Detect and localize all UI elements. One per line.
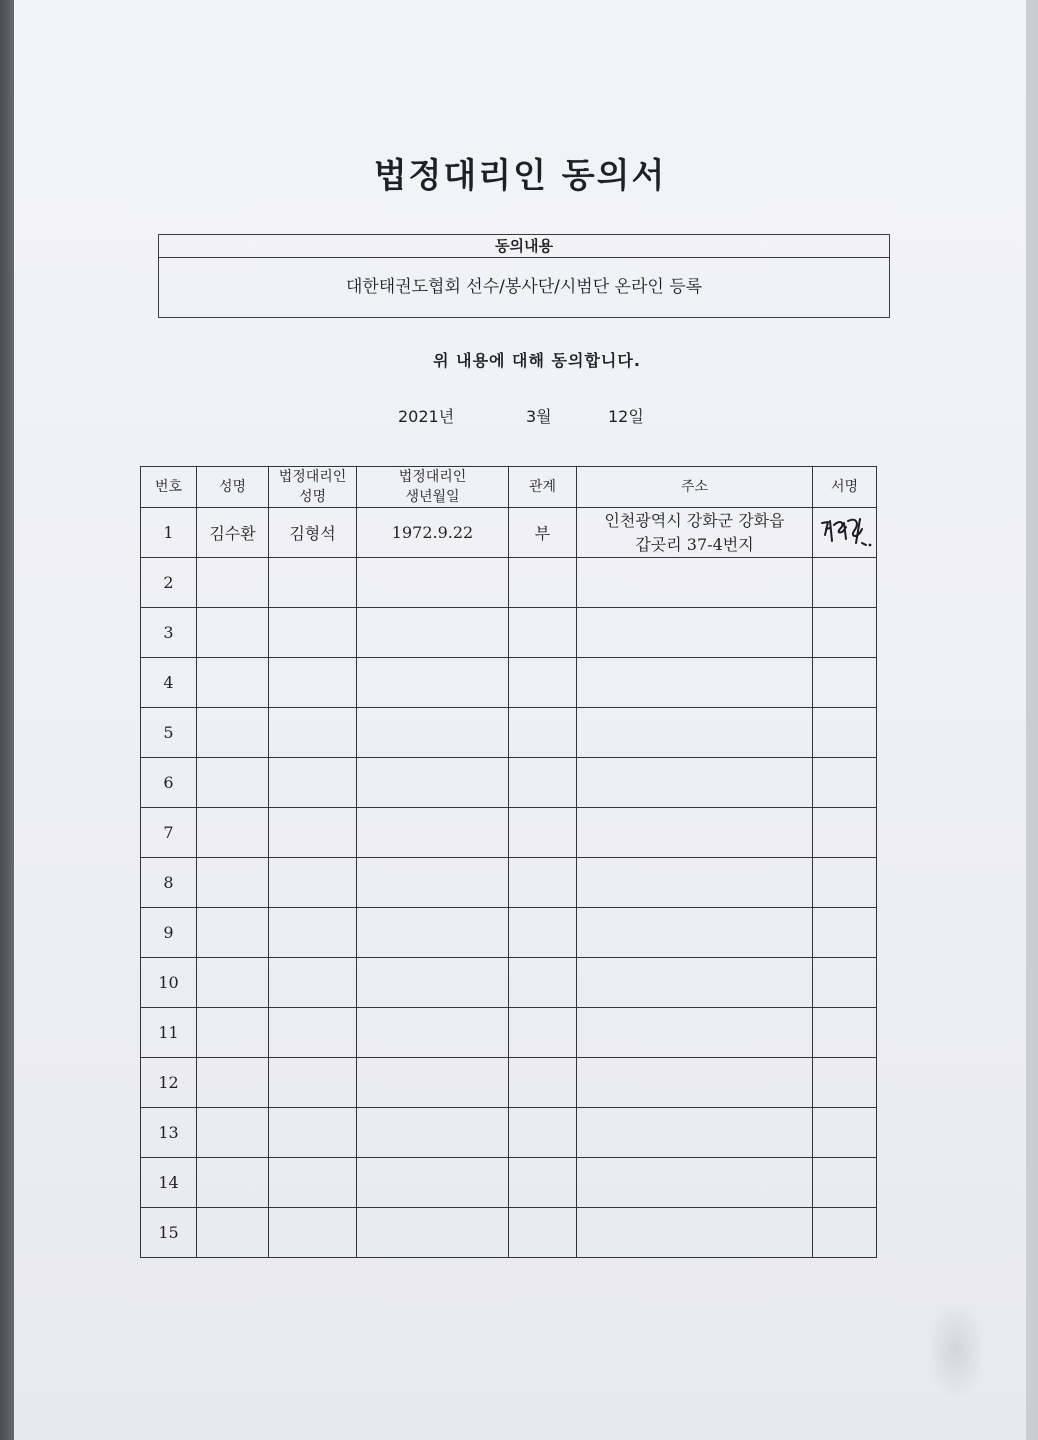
- table-row: [141, 608, 877, 658]
- row-number: 5: [141, 708, 197, 758]
- header-guardian-dob-line2: 생년월일: [405, 489, 460, 505]
- row-number: 15: [141, 1208, 197, 1258]
- paper-shadow: [926, 1300, 986, 1400]
- document-title: 법정대리인 동의서: [373, 156, 667, 196]
- row-relation: 부: [509, 508, 577, 558]
- agree-statement: 위 내용에 대해 동의합니다.: [433, 351, 641, 370]
- row-signature: [813, 508, 877, 558]
- table-header-row: [141, 467, 877, 508]
- table-row: [141, 858, 877, 908]
- row-number: 4: [141, 658, 197, 708]
- header-signature: 서명: [813, 467, 877, 508]
- row-address-line2: 갑곳리 37-4번지: [635, 534, 754, 554]
- table-row: [141, 958, 877, 1008]
- row-address-line1: 인천광역시 강화군 강화읍: [604, 510, 785, 530]
- row-guardian-dob: 1972.9.22: [357, 508, 509, 558]
- document-page: [14, 0, 1026, 1440]
- table-row: [141, 508, 877, 558]
- row-number: 13: [141, 1108, 197, 1158]
- row-number: 9: [141, 908, 197, 958]
- row-number: 12: [141, 1058, 197, 1108]
- date-day: 12일: [608, 407, 644, 426]
- row-number: 7: [141, 808, 197, 858]
- row-address: [577, 508, 813, 558]
- table-row: [141, 558, 877, 608]
- table-row: [141, 658, 877, 708]
- row-number: 1: [141, 508, 197, 558]
- table-row: [141, 708, 877, 758]
- row-number: 11: [141, 1008, 197, 1058]
- row-number: 8: [141, 858, 197, 908]
- consent-header: 동의내용: [159, 235, 889, 258]
- row-number: 2: [141, 558, 197, 608]
- header-guardian-dob: [357, 467, 509, 508]
- header-no: 번호: [141, 467, 197, 508]
- table-row: [141, 908, 877, 958]
- table-row: [141, 1058, 877, 1108]
- date-year: 2021년: [398, 407, 455, 426]
- table-row: [141, 758, 877, 808]
- header-relation: 관계: [509, 467, 577, 508]
- guardian-table: [140, 466, 877, 1258]
- row-number: 10: [141, 958, 197, 1008]
- handwritten-signature: [816, 513, 874, 553]
- consent-box: [158, 234, 890, 318]
- table-row: [141, 1208, 877, 1258]
- table-row: [141, 1008, 877, 1058]
- table-row: [141, 1158, 877, 1208]
- header-guardian-dob-line1: 법정대리인: [398, 469, 467, 485]
- table-row: [141, 1108, 877, 1158]
- header-guardian-name-line1: 법정대리인: [278, 469, 347, 485]
- table-row: [141, 808, 877, 858]
- row-name: 김수환: [197, 508, 269, 558]
- header-name: 성명: [197, 467, 269, 508]
- row-number: 14: [141, 1158, 197, 1208]
- consent-body: 대한태권도협회 선수/봉사단/시범단 온라인 등록: [345, 277, 703, 297]
- row-number: 3: [141, 608, 197, 658]
- header-guardian-name-line2: 성명: [298, 489, 327, 505]
- row-guardian-name: 김형석: [269, 508, 357, 558]
- header-address: 주소: [577, 467, 813, 508]
- header-guardian-name: [269, 467, 357, 508]
- row-number: 6: [141, 758, 197, 808]
- date-month: 3월: [526, 407, 552, 426]
